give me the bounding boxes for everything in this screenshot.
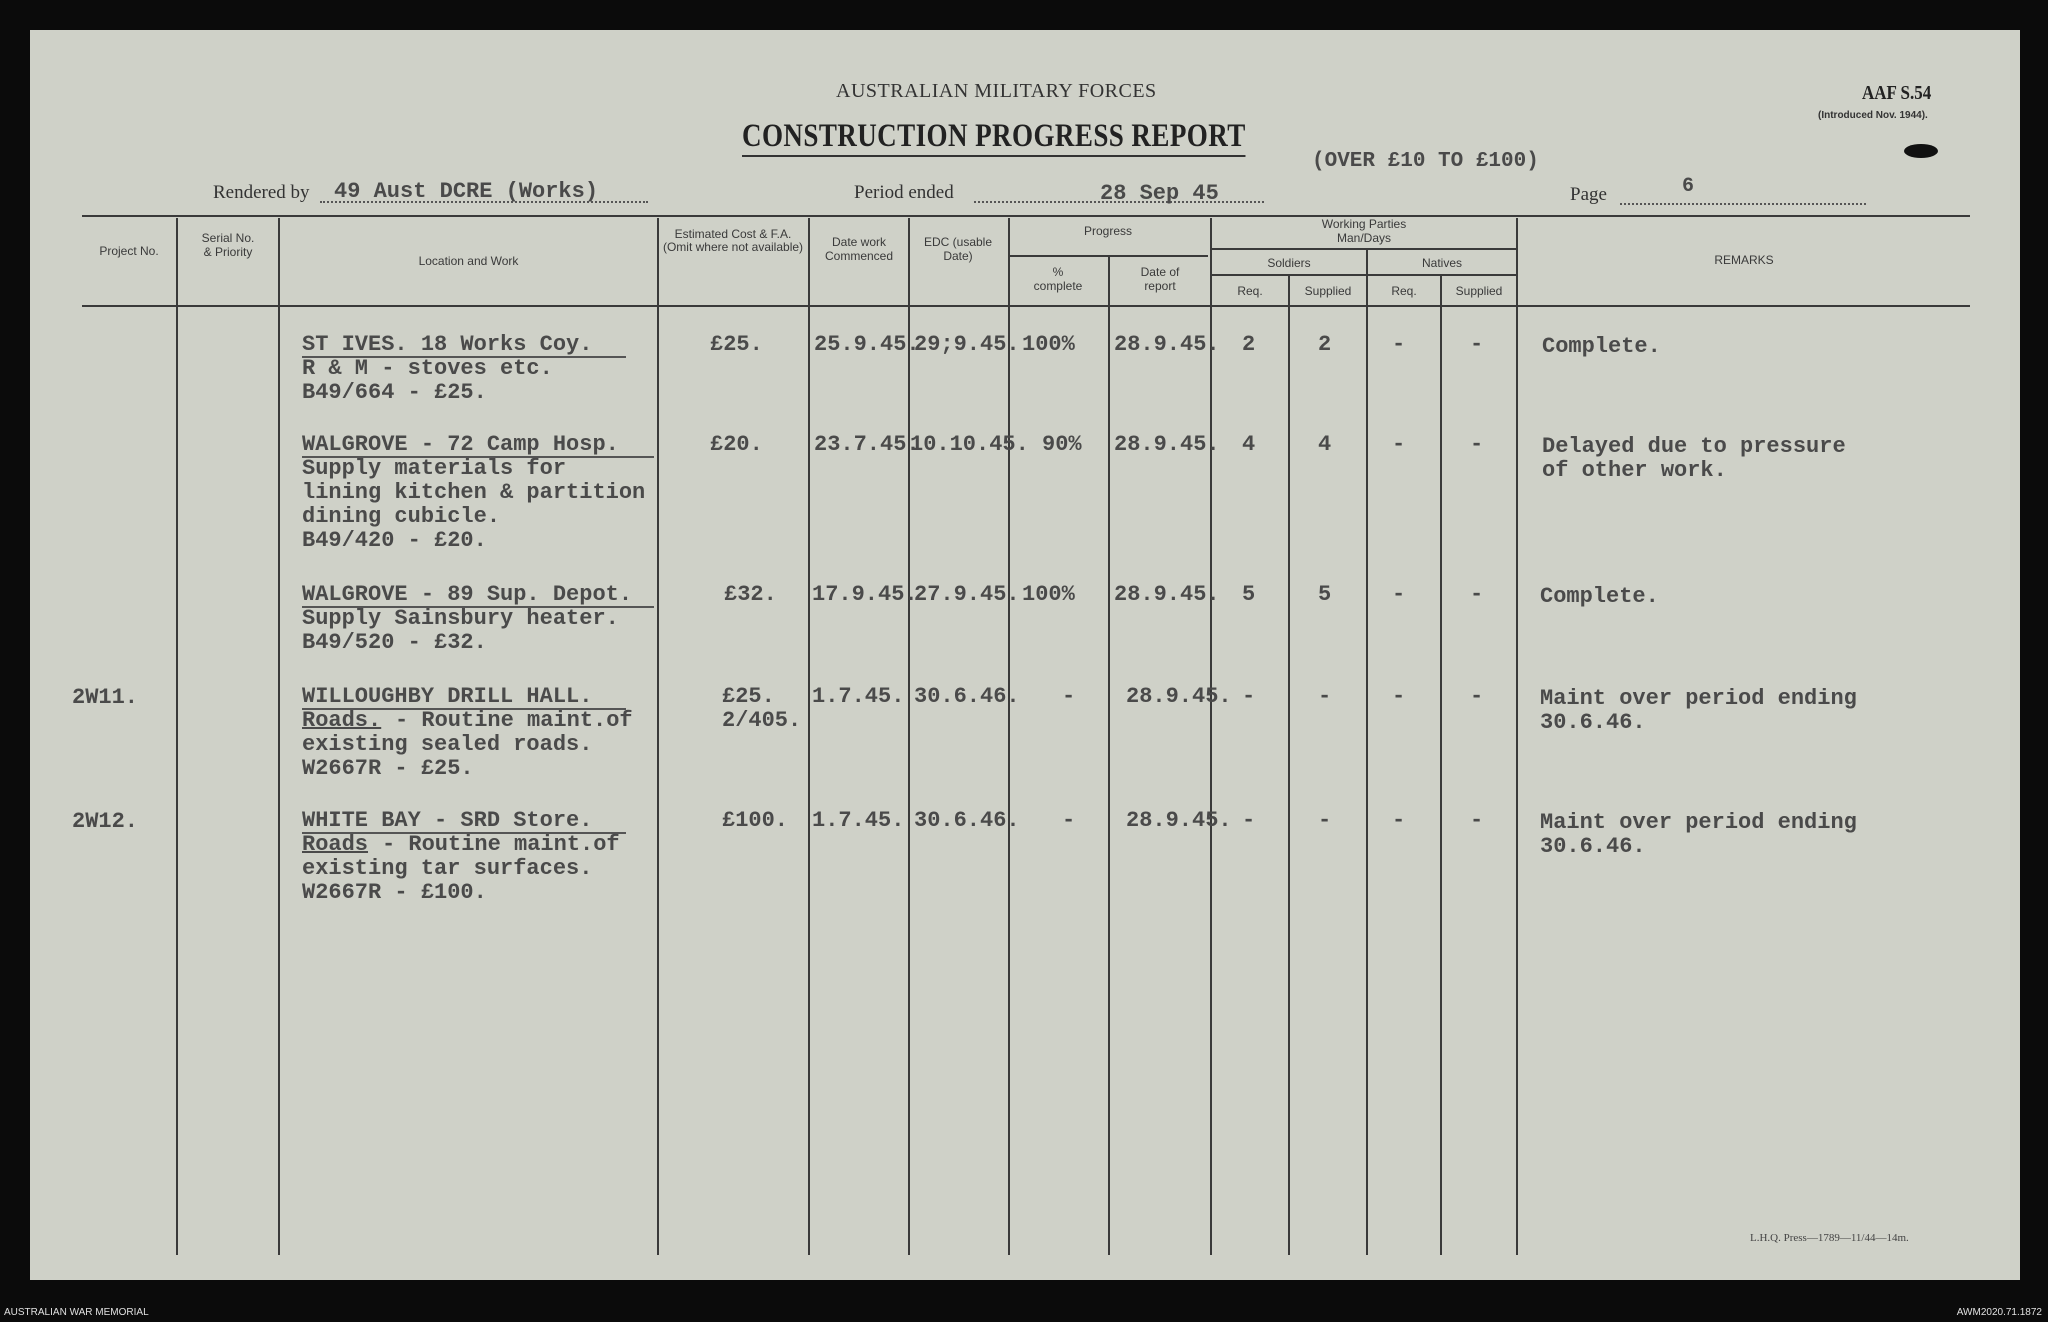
row-5-location-title-2: Roads [302, 832, 369, 857]
row-5-natives-supplied: - [1470, 808, 1484, 833]
row-5-location-title-2-rest: - Routine maint.of [382, 832, 620, 857]
row-4-location-title-2-rest: - Routine maint.of [395, 708, 633, 733]
row-1-natives-supplied: - [1470, 332, 1484, 357]
row-3-report: 28.9.45. [1114, 582, 1220, 607]
row-1-soldiers-supplied: 2 [1318, 332, 1332, 357]
row-2-edc: 10.10.45. [910, 432, 1029, 457]
col-rule-5 [908, 218, 910, 1255]
row-5-commenced: 1.7.45. [812, 808, 905, 833]
row-3-commenced: 17.9.45. [812, 582, 918, 607]
col-rule-10 [1366, 248, 1368, 1255]
soldiers-subrule [1212, 274, 1516, 276]
col-rule-6 [1008, 218, 1010, 1255]
col-rule-11 [1440, 274, 1442, 1255]
rendered-by-value: 49 Aust DCRE (Works) [334, 179, 599, 204]
col-header-pct-complete: % complete [1033, 265, 1083, 293]
row-4-commenced: 1.7.45. [812, 684, 905, 709]
col-rule-1 [176, 218, 178, 1255]
row-4-cost: £25. 2/405. [722, 684, 802, 733]
col-header-commenced: Date work Commenced [824, 235, 894, 263]
row-1-cost: £25. [710, 332, 763, 357]
header-bottom-rule [82, 305, 1970, 307]
row-4-location-detail: existing sealed roads. W2667R - £25. [302, 732, 593, 781]
col-rule-2 [278, 218, 280, 1255]
row-2-soldiers-req: 4 [1242, 432, 1256, 457]
row-4-soldiers-req: - [1242, 684, 1256, 709]
row-5-location-detail: existing tar surfaces. W2667R - £100. [302, 856, 593, 905]
row-2-location-title: WALGROVE - 72 Camp Hosp. [302, 432, 619, 457]
row-2-remarks: Delayed due to pressure of other work. [1542, 434, 1846, 483]
archive-caption-left: AUSTRALIAN WAR MEMORIAL [4, 1307, 149, 1318]
col-header-working-parties: Working Parties Man/Days [1321, 217, 1407, 245]
archive-caption-right: AWM2020.71.1872 [1956, 1307, 2042, 1318]
col-rule-9 [1288, 274, 1290, 1255]
working-parties-subrule [1212, 248, 1516, 250]
col-header-soldiers-supplied: Supplied [1304, 284, 1352, 298]
row-5-project-no: 2W12. [72, 809, 139, 834]
col-header-remarks: REMARKS [1714, 253, 1774, 267]
row-5-location-title: WHITE BAY - SRD Store. [302, 808, 593, 833]
row-3-location-detail: Supply Sainsbury heater. B49/520 - £32. [302, 606, 619, 655]
col-header-date-of-report: Date of report [1140, 265, 1180, 293]
row-3-soldiers-supplied: 5 [1318, 582, 1332, 607]
col-header-edc: EDC (usable Date) [923, 235, 993, 263]
row-2-soldiers-supplied: 4 [1318, 432, 1332, 457]
row-4-remarks: Maint over period ending 30.6.46. [1540, 686, 1857, 735]
row-2-natives-supplied: - [1470, 432, 1484, 457]
row-2-natives-req: - [1392, 432, 1406, 457]
col-rule-8 [1210, 218, 1212, 1255]
page-label: Page [1570, 184, 1607, 205]
row-5-pct: - [1062, 808, 1076, 833]
row-5-remarks: Maint over period ending 30.6.46. [1540, 810, 1857, 859]
row-1-report: 28.9.45. [1114, 332, 1220, 357]
row-4-natives-req: - [1392, 684, 1406, 709]
row-1-remarks: Complete. [1542, 334, 1661, 359]
period-value: 28 Sep 45 [1100, 181, 1219, 206]
row-4-edc: 30.6.46. [914, 684, 1020, 709]
row-4-location-title: WILLOUGHBY DRILL HALL. [302, 684, 593, 709]
row-1-pct: 100% [1022, 332, 1075, 357]
row-3-remarks: Complete. [1540, 584, 1659, 609]
row-1-location-detail: R & M - stoves etc. B49/664 - £25. [302, 356, 553, 405]
col-header-cost: Estimated Cost & F.A. (Omit where not available) [662, 227, 804, 254]
report-subtitle: (OVER £10 TO £100) [1312, 150, 1539, 173]
row-3-location-title: WALGROVE - 89 Sup. Depot. [302, 582, 633, 607]
row-3-natives-supplied: - [1470, 582, 1484, 607]
row-1-edc: 29;9.45. [914, 332, 1020, 357]
report-title: CONSTRUCTION PROGRESS REPORT [742, 118, 1246, 157]
row-1-soldiers-req: 2 [1242, 332, 1256, 357]
col-header-progress: Progress [1083, 224, 1133, 238]
page-dots [1620, 203, 1866, 205]
row-1-commenced: 25.9.45. [814, 332, 920, 357]
col-rule-12 [1516, 218, 1518, 1255]
col-header-natives-supplied: Supplied [1455, 284, 1503, 298]
org-name: AUSTRALIAN MILITARY FORCES [836, 80, 1157, 102]
row-2-commenced: 23.7.45. [814, 432, 920, 457]
row-1-location-title: ST IVES. 18 Works Coy. [302, 332, 593, 357]
row-4-natives-supplied: - [1470, 684, 1484, 709]
col-rule-3 [657, 218, 659, 1255]
row-4-project-no: 2W11. [72, 685, 139, 710]
row-5-soldiers-supplied: - [1318, 808, 1332, 833]
col-header-soldiers-req: Req. [1237, 284, 1263, 298]
row-2-pct: 90% [1042, 432, 1082, 457]
row-4-pct: - [1062, 684, 1076, 709]
col-header-project-no: Project No. [99, 244, 159, 258]
row-5-edc: 30.6.46. [914, 808, 1020, 833]
table-top-rule [82, 215, 1970, 217]
printer-imprint: L.H.Q. Press—1789—11/44—14m. [1750, 1232, 1909, 1244]
form-introduced: (Introduced Nov. 1944). [1818, 110, 1928, 121]
col-header-natives: Natives [1421, 256, 1462, 270]
row-5-natives-req: - [1392, 808, 1406, 833]
rendered-by-label: Rendered by [213, 182, 310, 203]
col-header-location: Location and Work [418, 254, 519, 268]
col-rule-4 [808, 218, 810, 1255]
row-5-soldiers-req: - [1242, 808, 1256, 833]
row-1-natives-req: - [1392, 332, 1406, 357]
report-sheet [30, 30, 2020, 1280]
row-3-edc: 27.9.45. [914, 582, 1020, 607]
row-5-report: 28.9.45. [1126, 808, 1232, 833]
col-header-serial-no: Serial No. & Priority [201, 231, 255, 259]
row-2-cost: £20. [710, 432, 763, 457]
col-rule-7 [1108, 255, 1110, 1255]
ink-blot [1904, 144, 1938, 158]
row-4-location-title-2: Roads. [302, 708, 382, 733]
row-3-pct: 100% [1022, 582, 1075, 607]
row-2-report: 28.9.45. [1114, 432, 1220, 457]
form-number: AAF S.54 [1862, 82, 1932, 104]
row-3-soldiers-req: 5 [1242, 582, 1256, 607]
col-header-natives-req: Req. [1391, 284, 1417, 298]
row-5-cost: £100. [722, 808, 789, 833]
page-value: 6 [1682, 175, 1695, 198]
row-4-soldiers-supplied: - [1318, 684, 1332, 709]
row-3-cost: £32. [724, 582, 777, 607]
col-header-soldiers: Soldiers [1267, 256, 1311, 270]
row-4-report: 28.9.45. [1126, 684, 1232, 709]
row-2-location-detail: Supply materials for lining kitchen & partition dining cubicle. B49/420 - £20. [302, 456, 646, 553]
row-3-natives-req: - [1392, 582, 1406, 607]
period-label: Period ended [854, 182, 954, 203]
